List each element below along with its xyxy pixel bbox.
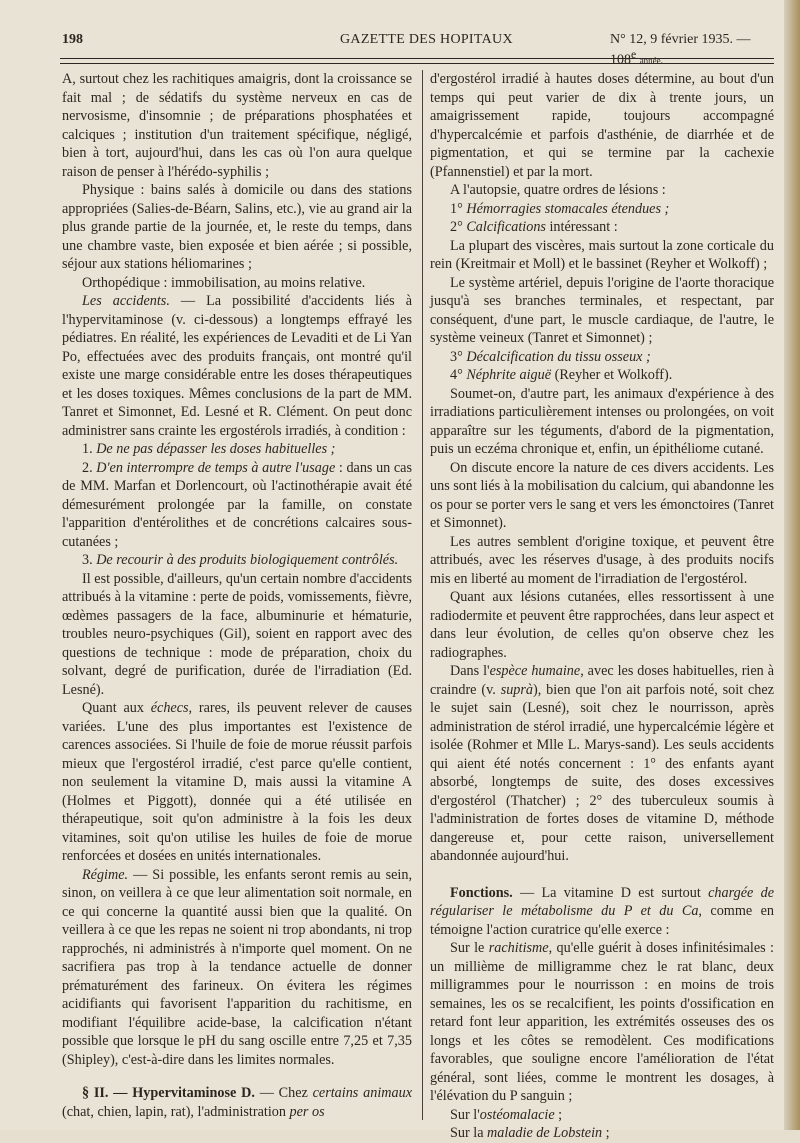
paragraph: Soumet-on, d'autre part, les animaux d'expérience à des irradiations particulièrement intenses ou prolongées, on voit apparaître sur les téguments, d'abord de la pigmentation, puis un eczéma chronique et, enfin, un épithéliome cutané.: [430, 385, 774, 457]
emphasis: suprà: [500, 681, 534, 698]
paragraph: On discute encore la nature de ces divers accidents. Les uns sont liés à la mobilisation du calcium, qui abandonne les os pour se porter vers le sang et vers les émonctoires (Tanret et Simonnet).: [430, 459, 774, 531]
left-column: [62, 70, 412, 1121]
list-emphasis: D'en interrompre de temps à autre l'usage: [96, 459, 336, 476]
paragraph: [430, 662, 774, 866]
list-number: 2.: [82, 459, 97, 476]
list-item: [430, 200, 774, 219]
text-run: Quant aux: [82, 700, 151, 716]
text-run: ;: [554, 1106, 563, 1123]
header-rule-thin: [60, 63, 774, 64]
text-run: ), bien que l'on ait parfois noté, soit chez le sujet sain (Lesné), soit chez le nourrisson, après administration de stérol irradié, une hypercalcémie légère et isolée (Rohmer et Mlle L. Marys-sand). Les seuls accidents qui aient été notés concernent : 1° des enfants ayant absorbé, longtemps de suite, des doses excessives d'ergostérol (Thatcher) ; 2° des tuberculeux soumis à l'administration de fortes doses de vitamine D, méthode dangereuse et, pour cette raison, universellement abandonnée aujourd'hui.: [430, 681, 774, 864]
paragraph-text: — Si possible, les enfants seront remis au sein, sinon, on veillera à ce que leur alimentation soit normale, en ce qui concerne la quantité aussi bien que la qualité. On veillera à ce que les repas ne soient ni trop abondants, ni trop rapprochés, ni administrés à n'importe quel moment. On ne sacrifiera pas trop à la tendance actuelle de donner prématurément des farineux. On évitera les régimes acidifiants qui favorisent l'apparition du rachitisme, en modifiant l'équilibre acide-base, la calcification n'étant possible que lorsque le pH du sang oscille entre 7,25 et 7,35 (Shipley), c'est-à-dire dans les limites normales.: [62, 866, 412, 1068]
emphasis: espèce humaine: [489, 663, 581, 679]
section-heading: Les accidents.: [82, 293, 170, 309]
journal-title: GAZETTE DES HOPITAUX: [340, 32, 513, 47]
paragraph: La plupart des viscères, mais surtout la zone corticale du rein (Kreitmair et Moll) et le bassinet (Reyher et Wolkoff) ;: [430, 237, 774, 272]
paragraph: Quant aux lésions cutanées, elles ressortissent à une radiodermite et peuvent être rapprochées, dans leur aspect et dans leur évolution, de celles qu'on observe chez les radiographes.: [430, 589, 774, 661]
list-text: : dans un cas de MM. Marfan et Dorlencourt, où l'actinothérapie avait été démesurément prolongée par la famille, on constate l'apparition d'entérolithes et de concrétions calcaires sous-cutanées ;: [62, 459, 412, 550]
text-run: Sur le: [450, 940, 489, 956]
list-item: [430, 348, 774, 367]
text-run: , avec les doses habituelles, rien à craindre (v.: [430, 663, 774, 698]
text-run: , rares, ils peuvent relever de causes variées. L'une des plus importantes est l'existence de carences associées. Si l'huile de foie de morue réussit parfois mieux que l'ergostérol irradié, c'est parce qu'elle contient, non seulement la vitamine D, mais aussi la vitamine A (Holmes et Piggott), donnée qui a été utilisée en thérapeutique, soit qu'on administre à la fois les deux vitamines, soit qu'on utilise les huiles de foie de morue renforcées et dosées en unités internationales.: [62, 700, 412, 864]
paragraph: d'ergostérol irradié à hautes doses détermine, au bout d'un temps qui peut varier de dix à trente jours, un amaigrissement rapide, toujours accompagné d'hypercalcémie et parfois d'asthénie, de diarrhée et de pigmentation, et qui se termine par la cachexie (Pfannenstiel) et par la mort.: [430, 71, 774, 180]
right-column: [430, 70, 774, 1143]
list-number: 3.: [82, 552, 97, 568]
text-run: (chat, chien, lapin, rat), l'administration: [62, 1103, 290, 1120]
issue-sup: e: [631, 48, 637, 61]
text-run: Sur la: [450, 1125, 488, 1141]
list-item: [62, 459, 412, 552]
text-run: — Chez: [254, 1085, 313, 1101]
emphasis: per os: [289, 1103, 325, 1120]
list-item: [62, 440, 412, 459]
paragraph: [430, 1106, 774, 1125]
emphasis: ostéomalacie: [479, 1106, 555, 1123]
paragraph: Orthopédique : immobilisation, au moins relative.: [82, 274, 366, 291]
section-heading-bold: Fonctions.: [450, 884, 513, 901]
list-number: 3°: [450, 348, 467, 365]
paragraph: Physique : bains salés à domicile ou dans des stations appropriées (Salies-de-Béarn, Salins, etc.), vie au grand air la plus grande partie de la journée, et, le reste du temps, dans une chambre vaste, bien exposée et bien aérée ; si possible, séjour aux stations héliomarines ;: [62, 182, 412, 272]
text-run: — La vitamine D est surtout: [512, 884, 709, 901]
list-emphasis: Calcifications: [466, 219, 546, 235]
list-text: De recourir à des produits biologiquement contrôlés.: [96, 552, 399, 568]
paragraph: [62, 1084, 412, 1121]
issue-text: N° 12, 9 février 1935. — 108: [610, 32, 751, 68]
list-text: (Reyher et Wolkoff).: [551, 367, 673, 383]
section-heading-bold: § II. — Hypervitaminose D.: [82, 1085, 255, 1101]
paragraph: [430, 939, 774, 1106]
paragraph: [62, 292, 412, 440]
paragraph: Les autres semblent d'origine toxique, et peuvent être attribués, avec les réserves d'usage, à des produits nocifs mis en liberté au moment de l'irradiation de l'ergostérol.: [430, 533, 774, 587]
list-item: [430, 366, 774, 385]
list-text: Décalcification du tissu osseux ;: [466, 348, 651, 365]
list-number: 1.: [82, 441, 97, 457]
issue-year: année.: [639, 55, 663, 66]
paragraph: [62, 866, 412, 1070]
list-text: De ne pas dépasser les doses habituelles ;: [96, 441, 336, 457]
paragraph: A, surtout chez les rachitiques amaigris, dont la croissance se fait mal ; de sédatifs du système nerveux en cas de nervosisme, d'insomnie ; de préparations phosphatées et calciques ; institution d'un traitement spécifique, négligé, bien à tort, aujourd'hui, dans les cas où l'on aura quelque raison de penser à l'hérédo-syphilis ;: [62, 71, 412, 180]
list-number: 1°: [450, 200, 467, 217]
paragraph: [62, 699, 412, 866]
list-text: intéressant :: [545, 219, 618, 235]
page-edge-shadow: [784, 0, 800, 1130]
section-heading: Régime.: [82, 866, 129, 883]
column-divider: [422, 70, 423, 1120]
text-run: Sur l': [450, 1106, 480, 1123]
text-run: ;: [602, 1125, 610, 1141]
list-item: [62, 551, 412, 570]
list-text: Hémorragies stomacales étendues ;: [466, 200, 670, 217]
text-run: , qu'elle guérit à doses infinitésimales : un millième de milligramme chez le rat blanc, deux milligrammes pour le nourrisson : en moins de trois semaines, les os se recalcifient, les points d'ossification en retard font leur apparition, les extrémités osseuses des os longs et les côtes se remodèlent. Ces modifications favorables, que souligne encore l'amélioration de l'état général, sont liées, comme le montrent les dosages, à l'élévation du P sanguin ;: [430, 940, 774, 1104]
paragraph: [430, 884, 774, 940]
text-run: Dans l': [450, 663, 490, 679]
paragraph-text: — La possibilité d'accidents liés à l'hypervitaminose (v. ci-dessous) a longtemps effrayé les pédiatres. En réalité, les expériences de Levaditi et de Li Yan Po, effectuées avec des produits français, ont montré qu'il existe une marge considérable entre les doses thérapeutiques et les doses toxiques. Mêmes conclusions de la part de MM. Tanret et Simonnet, Ed. Lesné et R. Clément. On peut donc administrer sans crainte les ergostérols irradiés, à condition :: [62, 293, 412, 439]
emphasis: maladie de Lobstein: [487, 1125, 603, 1141]
list-emphasis: Néphrite aiguë: [466, 367, 552, 383]
paragraph: Le système artériel, depuis l'origine de l'aorte thoracique jusqu'à ses branches terminales, et respectant, par conséquent, d'une part, le muscle cardiaque, de l'autre, le système veineux (Tanret et Simonnet) ;: [430, 274, 774, 346]
list-number: 2°: [450, 219, 467, 235]
header-rule-thick: [60, 58, 774, 59]
running-header: [62, 30, 774, 68]
emphasis: rachitisme: [488, 940, 549, 956]
paragraph: Il est possible, d'ailleurs, qu'un certain nombre d'accidents attribués à la vitamine : perte de poids, vomissements, fièvre, œdèmes passagers de la face, albuminurie et hématurie, troubles neuro-psychiques (Gil), soient en rapport avec des questions de technique : mode de préparation, choix du solvant, degré de purification, durée de l'irradiation (Ed. Lesné).: [62, 570, 412, 698]
page-number: 198: [62, 32, 83, 47]
list-item: [430, 218, 774, 237]
emphasis: chargée de régulariser le métabolisme du P et du Ca: [430, 884, 775, 919]
paragraph: [430, 1124, 774, 1143]
emphasis: certains animaux: [312, 1085, 412, 1101]
paragraph: A l'autopsie, quatre ordres de lésions :: [450, 182, 666, 198]
text-run: , comme en témoigne l'action curatrice qu'elle exerce :: [430, 903, 774, 938]
emphasis: échecs: [150, 700, 189, 716]
list-number: 4°: [450, 367, 467, 383]
